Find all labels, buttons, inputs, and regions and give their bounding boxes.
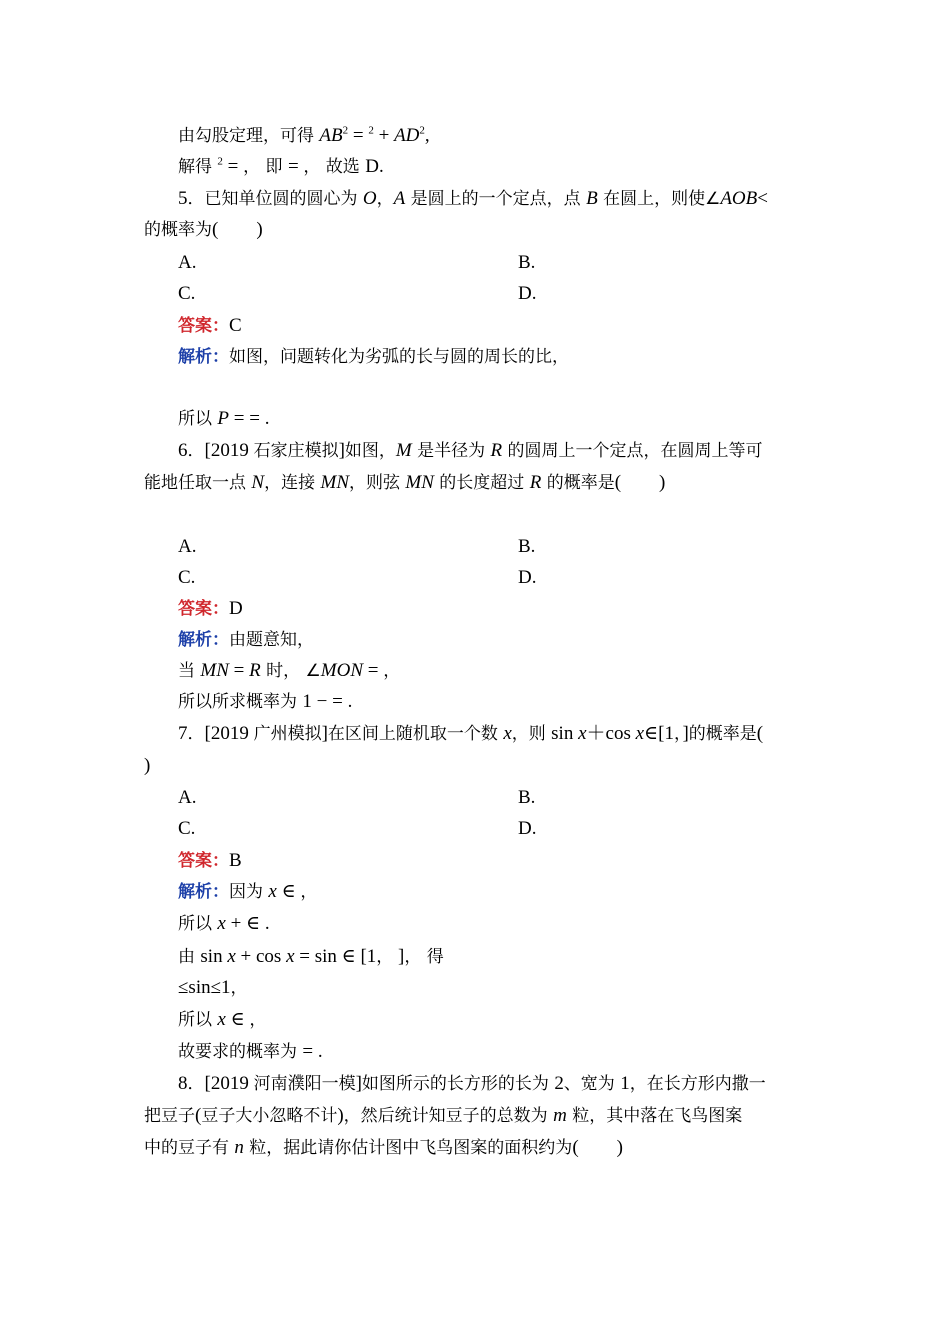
explanation-text: 如图，问题转化为劣弧的长与圆的周长的比， xyxy=(229,347,569,367)
option-b: B. xyxy=(518,252,536,273)
text-line: 故要求的概率为 = . xyxy=(178,1041,323,1062)
text-line: 当 MN = R 时， ∠MON = ， xyxy=(178,660,401,681)
answer-label: 答案： xyxy=(178,599,229,619)
explanation-text: 由题意知， xyxy=(229,630,314,650)
option-d: D. xyxy=(518,818,537,839)
question-7-line-1: 7．[2019 广州模拟]在区间上随机取一个数 x，则 sin x＋cos x∈[1，]的概率是( xyxy=(178,723,764,744)
text-line: 所以 x ∈ ， xyxy=(178,1009,267,1030)
text-line: 所以 P = = . xyxy=(178,408,270,429)
option-b: B. xyxy=(518,787,536,808)
question-6-line-1: 6．[2019 石家庄模拟]如图，M 是半径为 R 的圆周上一个定点，在圆周上等可 xyxy=(178,440,763,461)
question-8-line-2: 把豆子(豆子大小忽略不计)，然后统计知豆子的总数为 m 粒，其中落在飞鸟图案 xyxy=(144,1105,743,1126)
explanation-line: 解析：因为 x ∈ ， xyxy=(178,881,318,902)
answer-value: C xyxy=(229,315,242,336)
option-a: A. xyxy=(178,252,197,273)
question-8-line-3: 中的豆子有 n 粒，据此请你估计图中飞鸟图案的面积约为( ) xyxy=(144,1137,623,1158)
text-line: 所以所求概率为 1 − = . xyxy=(178,691,353,712)
text-line: ≤sin≤1， xyxy=(178,977,248,998)
answer-line xyxy=(178,849,242,873)
option-a: A. xyxy=(178,536,197,557)
answer-line xyxy=(178,597,243,621)
text-line: 解得 $^2$ = ， 即 = ， 故选 D. xyxy=(178,155,384,177)
option-c: C. xyxy=(178,818,196,839)
answer-line xyxy=(178,314,242,338)
option-d: D. xyxy=(518,283,537,304)
explanation-line xyxy=(178,345,569,369)
option-d: D. xyxy=(518,567,537,588)
answer-label: 答案： xyxy=(178,851,229,871)
explanation-label: 解析： xyxy=(178,630,229,650)
option-b: B. xyxy=(518,536,536,557)
explanation-label: 解析： xyxy=(178,882,229,902)
question-5-line-1: 5．已知单位圆的圆心为 O，A 是圆上的一个定点，点 B 在圆上，则使∠AOB< xyxy=(178,188,768,209)
explanation-line xyxy=(178,628,314,652)
option-a: A. xyxy=(178,787,197,808)
answer-value: B xyxy=(229,850,242,871)
explanation-label: 解析： xyxy=(178,347,229,367)
question-6-line-2: 能地任取一点 N，连接 MN，则弦 MN 的长度超过 R 的概率是( ) xyxy=(144,472,666,493)
option-c: C. xyxy=(178,567,196,588)
text-line: 由勾股定理，可得 $AB^2 = ^2 + AD^2$, xyxy=(178,124,430,146)
answer-label: 答案： xyxy=(178,316,229,336)
question-7-line-2: ) xyxy=(144,755,151,776)
text-line: 由 sin x + cos x = sin ∈ [1， ]， 得 xyxy=(178,946,444,967)
answer-value: D xyxy=(229,598,243,619)
text-line: 所以 x + ∈ . xyxy=(178,913,270,934)
question-8-line-1: 8．[2019 河南濮阳一模]如图所示的长方形的长为 2、宽为 1，在长方形内撒一 xyxy=(178,1073,766,1094)
question-5-line-2: 的概率为( ) xyxy=(144,219,263,240)
option-c: C. xyxy=(178,283,196,304)
